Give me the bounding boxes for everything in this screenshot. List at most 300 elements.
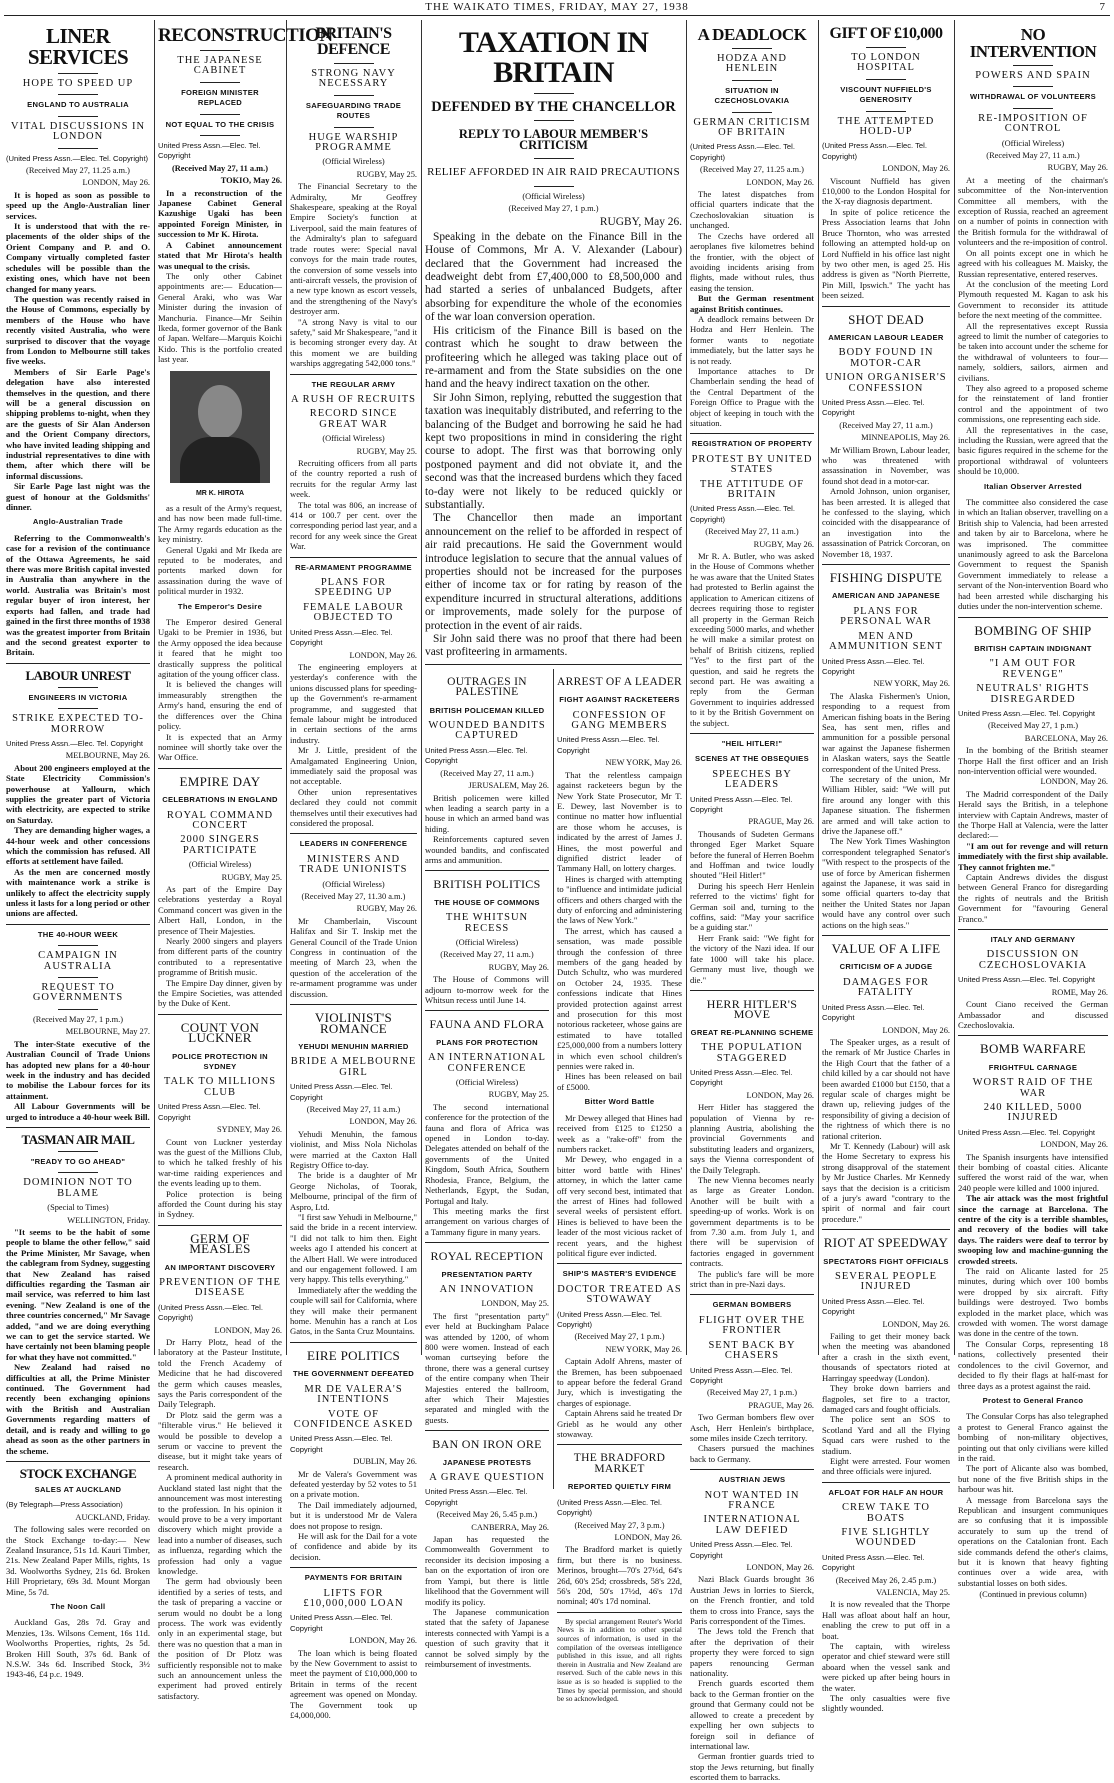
column-reconstruction: [158, 20, 333, 1701]
subhead: PROTEST BY UNITED STATES: [691, 453, 813, 476]
paragraph: His criticism of the Finance Bill is based on the contrast which he sought to draw between the profiteering which he alleged was taking place out of re-armament and from the State subsidies on the one hand and the heavy indirect taxation on the other.: [425, 324, 682, 391]
paragraph: The police sent an SOS to Scotland Yard and all the Flying Squad cars were rushed to the stadium.: [822, 1414, 950, 1456]
headline: GERM OF MEASLES: [189, 1230, 251, 1257]
paragraph: A message from Barcelona says the Republican and insurgent communiques are so confusing that it is impossible accurately to sum up the trend of operations on the Catalonian front. Each side commands defend the other's claims, but it is known that heavy fighting continues over a wide area, with substantial losses on both sides.: [958, 1494, 1108, 1588]
subhead: NEUTRALS' RIGHTS DISREGARDED: [976, 683, 1090, 705]
subhead: VISCOUNT NUFFIELD'S GENEROSITY: [840, 84, 932, 105]
paragraph: Members of Sir Earle Page's delegation have also interested themselves in the question, and there will be a general discussion on shipping problems to-night, when they are the guests of Sir Alan Anderson and the Orient Company directors, who have invited leading shipping and industrial representatives to dine with them, after which there will be informal discussions.: [6, 366, 150, 481]
paragraph: The secretary of the union, Mr William Hibler, said: "We will put fire around any longer with this Japanese situation. The fishermen are armed and will take action to drive the Japanese off.": [822, 773, 950, 836]
headline: GERMAN BOMBERS: [712, 1300, 792, 1310]
paragraph: The Spanish insurgents have intensified their bombing of coastal cities. Alicante suffered the worst raid of the war, when 240 people were killed and 1000 injured.: [958, 1151, 1108, 1193]
headline: TASMAN AIR MAIL: [21, 1131, 135, 1147]
received-line: (Received May 27, 1 p.m.): [987, 721, 1078, 731]
subcolumn-right: [557, 669, 682, 1704]
headline: STOCK EXCHANGE: [19, 1465, 137, 1481]
headline: EMPIRE DAY: [179, 773, 261, 789]
paragraph: Yehudi Menuhin, the famous violinist, and Miss Nola Nicholas were married at the Caxton Hall Registry Office to-day.: [290, 1128, 417, 1170]
paragraph: Thousands of Sudeten Germans thronged Eger Market Square before the funeral of Herren Boehm and Hoffman and twice loudly shouted "Heil Hitler!": [690, 828, 814, 881]
subhead: ENGLAND TO AUSTRALIA: [27, 100, 129, 110]
subhead: FEMALE LABOUR OBJECTED TO: [303, 601, 404, 624]
dateline: MINNEAPOLIS, May 26.: [861, 433, 950, 443]
paragraph: This meeting marks the first arrangement on various charges of a Tammany figure in many years.: [425, 1205, 549, 1237]
paragraph: New Zealand had raised no difficulties at all, the Prime Minister continued. The Government had recently been exchanging opinions with the British and Australian Governments regarding matters of detail, and is ready and willing to go ahead as soon as the other partners in the scheme.: [6, 1362, 150, 1456]
paragraph: A deadlock remains between Dr Hodza and Herr Henlein. The former wants to negotiate immediately, but the latter says he is not ready.: [690, 313, 814, 366]
subhead: SPECTATORS FIGHT OFFICIALS: [823, 1256, 949, 1266]
paragraph: The Alaska Fishermen's Union, responding to a request from American fishing boats in the Bering Sea, has sent men, rifles and ammunition for a possible personal war against the Japanese fishermen in Alaskan waters, says the Seattle correspondent of the United Press.: [822, 690, 950, 774]
received-line: (Received May 27, 1 p.m.): [508, 204, 599, 214]
subhead: AN IMPORTANT DISCOVERY: [164, 1262, 276, 1272]
paragraph: Recruiting officers from all parts of the country reported a rush of recruits for the regular Army last week.: [290, 458, 417, 500]
subhead: FLIGHT OVER THE FRONTIER: [698, 1314, 806, 1337]
credit-line: (United Press Assn.—Elec. Tel. Copyright): [557, 1497, 662, 1518]
subhead: HUGE WARSHIP PROGRAMME: [308, 131, 399, 154]
headline: COUNT VON LUCKNER: [180, 1019, 260, 1046]
paragraph: "I first saw Yehudi in Melbourne," said the bride in a recent interview. "I did not talk to him then. Eight weeks ago I attended his concert at the Albert Hall. We were introduced and our engagement followed. I am very happy. This tells everything.": [290, 1212, 417, 1285]
masthead-title: THE WAIKATO TIMES, FRIDAY, MAY 27, 1938: [425, 1, 689, 13]
dateline: ROME, May 26.: [1051, 987, 1108, 997]
dateline: LONDON, May 26.: [1040, 1140, 1108, 1150]
subhead: GERMAN CRITICISM OF BRITAIN: [693, 116, 811, 139]
credit-line: United Press Assn.—Elec. Tel. Copyright: [290, 1082, 393, 1102]
credit-line: United Press Assn.—Elec. Tel. Copyright: [290, 627, 393, 648]
subhead: A GRAVE QUESTION: [429, 1472, 545, 1484]
subhead: FOREIGN MINISTER REPLACED: [181, 87, 259, 108]
paragraph: Sir John Simon, replying, rebutted the suggestion that taxation was inequitably distributed, and referring to the balancing of the Budget and borrowing he said he had kept two propositions in mind in considering the right course to adopt. The first was that borrowing only postponed payment and did not obviate it, and the second was that the increased burdens which they faced to-day were not likely to be reduced quickly or substantially.: [425, 391, 682, 511]
received-line: (Received May 27, 11.25 a.m.): [26, 166, 130, 176]
headline: NO INTERVENTION: [969, 25, 1097, 61]
subhead: AN INTERNATIONAL CONFERENCE: [428, 1052, 546, 1074]
subhead: A RUSH OF RECRUITS: [290, 393, 417, 405]
dateline: PRAGUE, May 26.: [748, 817, 814, 827]
headline: VIOLINIST'S ROMANCE: [314, 1010, 393, 1036]
paragraph: The Consular Corps, representing 18 nations, collectively presented their condolences to the civil Governor, and decided to fly their flags at half-mast for three days as a protest against the raid.: [958, 1338, 1108, 1391]
paragraph: It is understood that with the re-placements of the older ships of the Orient Company and P. and O. Company virtually completed faster schedules will be possible than the existing ones, which have not been changed for many years.: [6, 221, 150, 294]
credit-line: United Press Assn.—Elec. Tel. Copyright: [822, 1552, 925, 1573]
credit-line: United Press Assn.—Elec. Tel. Copyright: [690, 794, 793, 814]
paragraph: "A strong Navy is vital to our safety," said Mr Shakespeare, "and it is becoming stronger every day. At this moment we are building warships aggregating 542,000 tons.": [290, 316, 417, 369]
subhead: CELEBRATIONS IN ENGLAND: [162, 795, 278, 805]
paragraph: Mr J. Little, president of the Amalgamated Engineering Union, immediately said the proposal was not acceptable.: [290, 745, 417, 787]
received-line: (Received May 27, 11.30 a.m.): [301, 892, 406, 902]
paragraph: At a meeting of the chairman's subcommittee of the Non-intervention Committee all members, with the exception of Russia, reached an agreement on a number of points in connection with the British formula for the withdrawal of volunteers and the re-imposition of control.: [958, 174, 1108, 248]
paragraph: The Bradford market is quietly firm, but there is no business. Merinos, brought—70's 27½d, 64's 26d, 60's 25d; crossbreds, 58's 22d, 56's 20d, 50's 17½d, 46's 17d nominal; 40's 17d nominal.: [557, 1544, 682, 1607]
subhead: BRITISH POLICEMAN KILLED: [429, 705, 545, 715]
dateline: VALENCIA, May 25.: [876, 1588, 950, 1597]
subhead: THE JAPANESE CABINET: [177, 55, 263, 77]
subhead: AMERICAN LABOUR LEADER: [828, 332, 944, 342]
credit-line: United Press Assn.—Elec. Tel. Copyright: [690, 1365, 793, 1385]
credit-line: (Official Wireless): [455, 937, 519, 947]
paragraph: The following sales were recorded on the Stock Exchange to-day:— New Zealand Insurance, 51s 1d. Kauri Timber, 21s. New Zealand Paper Mills, rights, 1s 3d. Woolworths Sydney, 21s 6d. Broken Hill Proprietary, 69s 3d. Mount Morgan Mine, 5s 7d.: [6, 1524, 150, 1597]
credit-line: United Press Assn.—Elec. Tel. Copyright: [958, 708, 1096, 718]
headline: BOMBING OF SHIP: [974, 622, 1092, 638]
paragraph: The engineering employers at yesterday's conference with the unions discussed plans for speeding-up the Government's re-armament programme, and suggested that female labour might be introduced in certain sections of the arms industry.: [290, 661, 417, 745]
paragraph: Immediately after the wedding the couple will sail for California, where they will make their permanent home. Menuhin has a ranch at Los Gatos, in the Santa Cruz Mountains.: [290, 1284, 417, 1337]
subhead: HOPE TO SPEED UP: [22, 78, 134, 89]
subhead: FIGHT AGAINST RACKETEERS: [559, 695, 680, 705]
received-line: (Received May 27, 11.25 a.m.): [700, 165, 804, 175]
paragraph: The Chancellor then made an important announcement on the relief to be afforded in respect of air raid precautions. He said the Government would introduce legislation to secure that the annual values of properties should not be increased for the purposes either of income tax or for rating by reason of the expenditure incurred in structural alterations, additions or improvements, made solely for the purpose of protection in the event of air raids.: [425, 512, 682, 632]
subhead: SALES AT AUCKLAND: [34, 1484, 122, 1494]
paragraph: The Consular Corps has also telegraphed a protest to General Franco against the bombing of non-military objectives, pointing out that only civilians were killed in the raid.: [958, 1411, 1108, 1463]
subhead: WOUNDED BANDITS CAPTURED: [428, 720, 546, 742]
received-line: (Received May 27, 11 a.m.): [839, 420, 933, 430]
subhead: MINISTERS AND TRADE UNIONISTS: [299, 853, 408, 876]
headline: PAYMENTS FOR BRITAIN: [304, 1573, 403, 1583]
credit-line: United Press Assn.—Elec. Tel. Copyright: [6, 738, 144, 748]
lead-headline: TAXATION IN BRITAIN: [458, 26, 649, 89]
paragraph: During his speech Herr Henlein referred to the victims' fight for German soil and, turning to the coffins, said: "May your sacrifice be a guiding star.": [690, 880, 814, 933]
paragraph: Herr Frank said: "We fight for the victory of the Nazi idea. If our fate 1000 will take his place. Germany must live, though we die.": [690, 932, 814, 985]
paragraph: That the relentless campaign against racketeers begun by the New York State Prosecutor, Mr T. E. Dewey, last November is to continue no matter how influential are those whom he accuses, is indicated by the arrest of James J. Hines, the most powerful and dignified district leader of Tammany Hall, on lottery charges.: [557, 769, 682, 874]
subhead: MR DE VALERA'S INTENTIONS: [304, 1383, 403, 1406]
dateline: LONDON, May 26.: [349, 650, 417, 660]
dateline: LONDON, May 26.: [746, 1563, 814, 1572]
credit-line: (United Press Assn.—Elec. Tel. Copyright): [690, 504, 795, 524]
dateline: LONDON, May 26.: [746, 177, 814, 187]
section-heading: Anglo-Australian Trade: [32, 517, 124, 527]
dateline: LONDON, May 26.: [349, 1636, 417, 1646]
received-line: (Received May 26, 2.45 p.m.): [835, 1575, 937, 1585]
paragraph: A prominent medical authority in Auckland stated last night that the announcement was most interesting to the profession. In his opinion it would prove to be a very important discovery which might provide a lead into a number of diseases, such as influenza, regarding which the profession had only a vague knowledge.: [158, 1472, 282, 1576]
subhead: SPEECHES BY LEADERS: [712, 768, 792, 791]
subhead: THE ATTEMPTED HOLD-UP: [837, 115, 935, 138]
dateline: LONDON, May 25.: [481, 1299, 549, 1309]
masthead: [0, 0, 1114, 14]
section-heading: Italian Observer Arrested: [984, 481, 1082, 491]
column-rule: [154, 20, 155, 1355]
paragraph: Japan has requested the Commonwealth Government to reconsider its decision imposing a ban on the exportation of iron ore from Yampi, but there is little likelihood that the Government will modify its policy.: [425, 1534, 549, 1607]
received-line: (Received May 27, 11 a.m.): [705, 527, 799, 537]
paragraph: It is now revealed that the Thorpe Hall was afloat about half an hour, enabling the crew to put off in a boat.: [822, 1599, 950, 1641]
sub-columns: [425, 669, 682, 1704]
subhead: CONFESSION OF GANG MEMBERS: [571, 709, 668, 732]
paragraph: Dr Harry Plotz, head of the laboratory at the Pasteur Institute, told the French Academy of Medicine that he had discovered the germ which causes measles, says the Paris correspondent of the Daily Telegraph.: [158, 1337, 282, 1410]
dateline: SYDNEY, May 26.: [217, 1125, 282, 1135]
paragraph: Mr Dewey, who engaged in a bitter word battle with Hines' attorney, in which the latter came off very second best, intimated that the arrest of Hines had followed several weeks of persistent effort. Hines is believed to have been the leader of the most vicious racket of recent years, and the highest political figure ever indicted.: [557, 1154, 682, 1258]
subhead: YEHUDI MENUHIN MARRIED: [298, 1041, 409, 1051]
paragraph: Sir John said there was no proof that there had been vast profiteering in armaments.: [425, 633, 682, 659]
paragraph: British policemen were killed when leading a search party in a house in which an armed band was hiding.: [425, 792, 549, 834]
subhead: WORST RAID OF THE WAR: [972, 1077, 1094, 1099]
dateline: AUCKLAND, Friday.: [75, 1512, 150, 1522]
credit-line: (Official Wireless): [322, 879, 385, 889]
headline: THE 40-HOUR WEEK: [37, 929, 119, 939]
subhead: THE POPULATION STAGGERED: [701, 1042, 803, 1064]
subhead: HODZA AND HENLEIN: [717, 53, 787, 75]
paragraph: Count von Luckner yesterday was the guest of the Millions Club, to which he talked freshly of his war-time raiding experiences and the events leading up to them.: [158, 1136, 282, 1189]
paragraph: Viscount Nuffield has given £10,000 to the London Hospital for the X-ray diagnosis department.: [822, 175, 950, 207]
received-line: (Received May 27, 1 p.m.): [574, 1332, 665, 1342]
received-line: (Received May 27, 3 p.m.): [574, 1520, 665, 1530]
paragraph: Police protection is being afforded the Count during his stay in Sydney.: [158, 1188, 282, 1220]
paragraph: Captain Adolf Ahrens, master of the Bremen, has been subpoenaed to appear before the federal Grand Jury, which is investigating the charges of espionage.: [557, 1356, 682, 1408]
subhead: THE GOVERNMENT DEFEATED: [292, 1369, 415, 1379]
paragraph: Speaking in the debate on the Finance Bill in the House of Commons, Mr A. V. Alexander (Labour) declared that the Government had increased the deadweight debt from £7,400,000 to £8,500,000 and had started a series of unbalanced Budgets, after absorbing for expenditure the whole of the economies of the war loan conversion operation.: [425, 230, 682, 324]
dateline: TOKIO, May 26.: [220, 176, 282, 186]
paragraph: Two German bombers flew over Asch, Herr Henlein's birthplace, some miles inside Czech territory.: [690, 1412, 814, 1443]
paragraph: The Financial Secretary to the Admiralty, Mr Geoffrey Shakespeare, speaking at the Royal Empire Society's function at Liverpool, said the main features of the Admiralty's plan to safeguard trade routes were: Special naval convoys for the main trade routes, the conversion of some vessels into anti-aircraft vessels, the provision of a new type known as escort vessels, and the strengthening of the Navy's destroyer arm.: [290, 181, 417, 317]
paragraph: The inter-State executive of the Australian Council of Trade Unions has adopted new plans for a 40-hour week in the industry and has decided to mobilise the Labour forces for its attainment.: [6, 1038, 150, 1101]
paragraph: "I am out for revenge and will return immediately with the first ship available. They cannot frighten me.": [958, 840, 1108, 872]
paragraph: It is expected that an Army nominee will shortly take over the War Office.: [158, 731, 282, 763]
paragraph: Mr de Valera's Government was defeated yesterday by 52 votes to 51 on a private motion.: [290, 1468, 417, 1500]
subhead: THE ATTITUDE OF BRITAIN: [699, 478, 805, 501]
column-rule: [818, 20, 819, 1355]
subhead: AN INNOVATION: [439, 1283, 535, 1295]
paragraph: Nearly 2000 singers and players from different parts of the country contributed to a representative programme of British music.: [158, 936, 282, 978]
subhead: CRITICISM OF A JUDGE: [839, 962, 933, 972]
headline: "HEIL HITLER!": [721, 738, 783, 748]
subhead: ROYAL COMMAND CONCERT: [166, 809, 274, 831]
received-line: (Received May 27, 11 a.m.): [440, 950, 534, 960]
paragraph: The Madrid correspondent of the Daily Herald says the British, in a telephone interview with Captain Andrews, master of the Thorpe Hall at Valencia, were the latter declared:—: [958, 788, 1108, 841]
paragraph: The bride is a daughter of Mr George Nicholas, of Toorak, Melbourne, principal of the firm of Aspro, Ltd.: [290, 1170, 417, 1212]
headline: RE-ARMAMENT PROGRAMME: [295, 562, 412, 572]
headline: LEADERS IN CONFERENCE: [299, 839, 408, 849]
paragraph: Failing to get their money back when the meeting was abandoned after a crash in the sixth event, thousands of spectators rioted at Harringay speedway (London).: [822, 1331, 950, 1383]
headline: SHOT DEAD: [848, 311, 924, 327]
paragraph: In spite of police reticence the Press Association learns that John Bruce Thornton, who was arrested following an attempted hold-up on Lord Nuffield in his office last night by two other men, is aged 25. His address is given as "North Pierrette, Pin Mill, Ipswich." The yacht has been seized.: [822, 206, 950, 301]
headline: EIRE POLITICS: [306, 1347, 401, 1363]
headline: RECONSTRUCTION: [158, 25, 333, 46]
paragraph: Mr R. A. Butler, who was asked in the House of Commons whether he was aware that the United States had protested to Berlin against the application to American citizens of decrees requiring those to register all property in the German Reich exceeding 5000 marks, and whether he will make a similar protest on behalf of British citizens, replied "Yes" to the first part of the question, and said he regrets the second part. He was awaiting a reply from the German Government to inquiries addressed to it by the British Government on the subject.: [690, 551, 814, 728]
paragraph: The raid on Alicante lasted for 25 minutes, during which over 100 bombs were dropped by six aircraft. Fifty buildings were destroyed. Two bombs exploded in the market place, which was crowded with women. The worst damage was done in the centre of the town.: [958, 1266, 1108, 1339]
section-heading: Bitter Word Battle: [584, 1097, 655, 1107]
page-number: 7: [1099, 1, 1106, 13]
credit-line: United Press Assn.—Elec. Tel. Copyright: [425, 745, 528, 766]
dateline: LONDON, May 26.: [746, 1090, 814, 1100]
subhead: DOMINION NOT TO BLAME: [23, 1177, 133, 1199]
dateline: RUGBY, May 25.: [221, 872, 282, 882]
paragraph: The Dail immediately adjourned, but it is understood Mr de Valera does not propose to resign.: [290, 1499, 417, 1531]
subhead: NOT WANTED IN FRANCE: [704, 1489, 800, 1511]
subhead: CREW TAKE TO BOATS: [842, 1502, 930, 1524]
paragraph: as a result of the Army's request, and has now been made full-time. The Army regards education as the key ministry.: [158, 502, 282, 545]
headline: BOMB WARFARE: [979, 1041, 1087, 1057]
headline: AUSTRIAN JEWS: [718, 1475, 786, 1485]
paragraph: In a reconstruction of the Japanese Cabinet General Kazushige Ugaki has been appointed Foreign Minister, in succession to Mr K. Hirota.: [158, 187, 282, 240]
headline: RIOT AT SPEEDWAY: [823, 1235, 949, 1251]
credit-line: (Official Wireless): [1001, 138, 1065, 148]
headline: GIFT OF £10,000: [829, 25, 943, 42]
dateline: PRAGUE, May 26.: [748, 1400, 814, 1410]
headline: THE REGULAR ARMY: [311, 379, 396, 389]
subhead: REPLY TO LABOUR MEMBER'S CRITICISM: [458, 127, 649, 152]
credit-line: United Press Assn.—Elec. Tel. Copyright: [822, 397, 925, 418]
paragraph: The only casualties were five slightly wounded.: [822, 1693, 950, 1714]
paragraph: The only other Cabinet appointments are:— Education—General Araki, who was War Minister during the invasion of Manchuria. Finance—Mr Seihin Ikeda, former governor of the Bank of Japan. Welfare—Marquis Koichi Kido. This is the portfolio created last year.: [158, 270, 282, 365]
paragraph: The arrest, which has caused a sensation, was made possible through the confession of three members of the gang headed by Dutch Schultz, who was murdered on October 24, 1935. These confessions indicate that Hines provided protection against arrest and prosecution for this most notorious racketeer, whose gains are estimated to have totalled £25,000,000 from a numbers lottery in which even school children's pennies were raked in.: [557, 925, 682, 1072]
column-rule: [553, 669, 554, 1489]
subhead: FIVE SLIGHTLY WOUNDED: [841, 1526, 931, 1549]
received-line: (Received May 27, 1 p.m.): [32, 1014, 123, 1024]
paragraph: The total was 806, an increase of 414 or 100.7 per cent. over the corresponding period last year, and a record for any week since the Great War.: [290, 499, 417, 552]
paragraph: The captain, with wireless operator and chief steward were still aboard when the vessel sank and were picked up after being hours in the water.: [822, 1641, 950, 1693]
headline: AFLOAT FOR HALF AN HOUR: [828, 1487, 944, 1497]
paragraph: Count Ciano received the German Ambassador and discussed Czechoslovakia.: [958, 999, 1108, 1030]
column-no-intervention: [958, 20, 1108, 1600]
subhead: LIFTS FOR £10,000,000 LOAN: [303, 1587, 404, 1609]
dateline: LONDON, May 26.: [614, 1532, 682, 1542]
subhead: SENT BACK BY CHASERS: [708, 1339, 796, 1362]
column-a-deadlock: [690, 20, 814, 1783]
paragraph: The air attack was the most frightful since the carnage at Barcelona. The centre of the city is a terrible shambles, and recovery of the bodies will take days. The raiders were deaf to terror by swooping low and machine-gunning the crowded streets.: [958, 1193, 1108, 1266]
paragraph: As part of the Empire Day celebrations yesterday a Royal Command concert was given in the Albert Hall, London, in the presence of Their Majesties.: [158, 883, 282, 936]
subhead: DISCUSSION ON CZECHOSLOVAKIA: [978, 949, 1088, 971]
dateline: MELBOURNE, May 27.: [65, 1027, 150, 1037]
paragraph: A Cabinet announcement stated that Mr Hirota's health was unequal to the crisis.: [158, 239, 282, 271]
credit-line: United Press Assn.—Elec. Tel. Copyright: [290, 1613, 393, 1633]
column-rule: [686, 20, 687, 1355]
column-taxation-in-britain: [425, 20, 682, 1704]
credit-line: United Press Assn.—Elec. Tel. Copyright: [822, 1002, 925, 1023]
column-rule: [954, 20, 955, 1355]
paragraph: Mr Chamberlain, Viscount Halifax and Sir T. Inskip met the General Council of the Trade Union Congress in continuation of the meeting of March 23, when the question of the acceleration of the re-armament programme was under discussion.: [290, 915, 417, 999]
headline: LABOUR UNREST: [25, 667, 131, 683]
paragraph: As the men are concerned mostly with maintenance work a strike is unlikely to affect the electricity supply unless it lasts for a long period or other unions are affected.: [6, 866, 150, 919]
subhead: DOCTOR TREATED AS STOWAWAY: [557, 1283, 682, 1306]
paragraph: The new Vienna becomes nearly as large as Greater London. Another will be built with a speeding-up of works. Work is on government departments is to be from 7.30 a.m. from July 1, and there will be supervision of factories engaged in government contracts.: [690, 1175, 814, 1269]
paragraph: The New York Times Washington correspondent telegraphed Senator's "With respect to the prospects of the use of force by American fishermen against the Japanese, it was said in some official quarters to-day that neither the United States nor Japan would have any control over such actions on the high seas.": [822, 836, 950, 930]
headline: OUTRAGES IN PALESTINE: [447, 675, 527, 699]
column-britains-defence: [290, 20, 417, 1721]
paragraph: The Jews told the French that after the deprivation of their property they were forced to sign papers renouncing German nationality.: [690, 1626, 814, 1679]
paragraph: Mr William Brown, Labour leader, who was threatened with assassination in November, was found shot dead in a motor-car.: [822, 444, 950, 486]
received-line: (Received May 27, 11 a.m.): [440, 768, 534, 778]
dateline: LONDON, May 26.: [82, 178, 150, 188]
dateline: LONDON, May 26.: [349, 1117, 417, 1127]
dateline: RUGBY, May 26.: [753, 539, 814, 549]
dateline: LONDON, May 26.: [214, 1325, 282, 1335]
paragraph: Nazi Black Guards brought 36 Austrian Jews in lorries to Sierck, on the French frontier, and told them to cross into France, says the Paris correspondent of the Times.: [690, 1574, 814, 1627]
subhead: DAMAGES FOR FATALITY: [843, 976, 929, 999]
subhead: SCENES AT THE OBSEQUIES: [694, 754, 810, 764]
paragraph: All the representatives except Russia agreed to limit the number of categories to be taken into account under the scheme for the withdrawal of volunteers to four—namely, soldiers, sailors, airmen and civilians.: [958, 320, 1108, 383]
subhead: THE HOUSE OF COMMONS: [434, 897, 540, 907]
headline: FISHING DISPUTE: [829, 570, 943, 586]
received-line: (Received May 27, 11 a.m.): [986, 151, 1080, 161]
paragraph: All the representatives in the case, including the Russian, were agreed that the basic figures required in the scheme for the proportional withdrawal of volunteers should be 10,000.: [958, 424, 1108, 477]
subhead: WITHDRAWAL OF VOLUNTEERS: [969, 92, 1097, 102]
paragraph: The port of Alicante also was bombed, but none of the five British ships in the harbour was hit.: [958, 1463, 1108, 1495]
subhead: SEVERAL PEOPLE INJURED: [835, 1271, 937, 1293]
headline: LINER SERVICES: [27, 24, 129, 69]
paragraph: The committee also considered the case in which an Italian observer, travelling on a British ship to Valencia, had been arrested and taken by air to Barcelona, where he was imprisoned. The committee unanimously agreed to ask the Barcelona Government to request the Spanish Government immediately to release a servant of the Non-intervention Board who had been arrested while discharging his duties under the non-intervention scheme.: [958, 497, 1108, 612]
headline: BRITISH POLITICS: [433, 877, 541, 892]
dateline: LONDON, May 26.: [882, 164, 950, 174]
subhead: MEN AND AMMUNITION SENT: [829, 630, 943, 653]
paragraph: The Empire Day dinner, given by the Empire Societies, was attended by the Duke of Kent.: [158, 977, 282, 1009]
dateline: CANBERRA, May 26.: [471, 1522, 549, 1532]
subhead: DEFENDED BY THE CHANCELLOR: [431, 99, 676, 115]
dateline: RUGBY, May 25.: [356, 446, 417, 456]
paragraph: On all points except one in which he agreed with his colleagues M. Maisky, the Russian representative, entered reserves.: [958, 247, 1108, 279]
paragraph: The Speaker urges, as a result of the remark of Mr Justice Charles in the High Court that the father of a child killed by a car should not have been awarded £1000 but £150, that a regular scale of charges might be drawn up, relieving judges of the responsibility of giving a decision of the rightness of which there is no rational criterion.: [822, 1036, 950, 1141]
subhead: "READY TO GO AHEAD": [30, 1156, 126, 1166]
paragraph: The germ had obviously been identified by a series of tests, and the task of preparing a vaccine or serum would no doubt be a long process. The work was evidently only in an experimental stage, but there was no question that a man in the position of Dr Plotz was sufficiently responsible not to make such an announcement unless the experiment had proved entirely satisfactory.: [158, 1576, 282, 1701]
received-line: (Received May 26, 5.45 p.m.): [436, 1510, 538, 1520]
column-rule: [421, 20, 422, 1355]
subhead: JAPANESE PROTESTS: [442, 1457, 532, 1467]
paragraph: Mr T. Kennedy (Labour) will ask the Home Secretary to express his strong disapproval of the statement by Mr Justice Charles. Mr Kennedy says that the decision is a criticism of a jury's award "contrary to the spirit of normal and fair court procedure.": [822, 1140, 950, 1224]
subhead: BRITISH CAPTAIN INDIGNANT: [974, 643, 1092, 653]
paragraph: All Labour Governments will be urged to introduce a 40-hour week Bill.: [6, 1101, 150, 1122]
subhead: FRIGHTFUL CARNAGE: [988, 1062, 1078, 1072]
credit-line: (Official Wireless): [322, 157, 385, 167]
dateline: JERUSALEM, May 26.: [468, 781, 549, 791]
subhead: "I AM OUT FOR REVENGE": [989, 658, 1077, 680]
subhead: CAMPAIGN IN AUSTRALIA: [38, 950, 118, 972]
paragraph: About 200 engineers employed at the State Electricity Commission's powerhouse at Yallourn, which supplies the greater part of Victoria with electricity, are expected to strike on Saturday.: [6, 762, 150, 825]
subhead: 240 KILLED, 5000 INJURED: [983, 1101, 1083, 1124]
dateline: DUBLIN, May 26.: [353, 1457, 417, 1467]
dateline: MELBOURNE, May 26.: [65, 751, 150, 761]
paragraph: Dr Plotz said the germ was a "filterable virus." He believed it would be possible to develop a serum or vaccine to prevent the disease, but it might take years of research.: [158, 1409, 282, 1472]
paragraph: But the German resentment against British continues.: [690, 293, 814, 314]
credit-line: (United Press Assn.—Elec. Tel. Copyright): [158, 1302, 263, 1323]
received-line: (Received May 27, 1 p.m.): [706, 1388, 797, 1398]
paragraph: Sir Earle Page last night was the guest of honour at the Goldsmiths' dinner.: [6, 481, 150, 513]
subhead: AMERICAN AND JAPANESE: [832, 591, 940, 601]
dateline: RUGBY, May 25.: [488, 1090, 549, 1100]
headline: HERR HITLER'S MOVE: [706, 996, 798, 1022]
paragraph: They also agreed to a proposed scheme for the reinstatement of land frontier control and the appointment of two commissions, one representing each side.: [958, 382, 1108, 425]
dateline: NEW YORK, May 26.: [605, 758, 682, 768]
dateline: RUGBY, May 26.: [599, 216, 682, 229]
subhead: POWERS AND SPAIN: [975, 70, 1091, 81]
subhead: VITAL DISCUSSIONS IN LONDON: [10, 120, 146, 143]
credit-line: United Press Assn.—Elec. Tel. Copyright: [958, 1127, 1096, 1137]
credit-line: (United Press Assn.—Elec. Tel. Copyright): [557, 1309, 662, 1329]
dateline: LONDON, May 26.: [882, 1319, 950, 1329]
dateline: LONDON, May 26.: [1040, 777, 1108, 787]
credit-line: United Press Assn.—Elec. Tel. Copyright: [690, 1540, 793, 1560]
paragraph: Auckland Gas, 28s 7d. Gray and Menzies, 13s. Wilsons Cement, 16s 11d. Woolworths Properties, rights, 2s 5d. Broken Hill South, 37s 6d. Bank of N.S.W. 34s 6d. Inscribed Stock, 3½ 1943-46, £4 p.c. 1949.: [6, 1617, 150, 1680]
credit-line: (United Press Assn.—Elec. Tel. Copyright): [690, 142, 795, 162]
dateline: WELLINGTON, Friday.: [67, 1215, 150, 1225]
portrait-photo: [170, 371, 270, 483]
subhead: UNION ORGANISER'S CONFESSION: [825, 372, 947, 394]
paragraph: It is believed the changes will immeasurably strengthen the Army's hand, ensuring the end of the differences over the China policy.: [158, 679, 282, 732]
subhead: 2000 SINGERS PARTICIPATE: [180, 834, 260, 856]
paragraph: At the conclusion of the meeting Lord Plymouth requested M. Kagan to ask his Government to reconsider its attitude before the next meeting of the committee.: [958, 278, 1108, 321]
subhead: BODY FOUND IN MOTOR-CAR: [838, 347, 934, 369]
received-line: (Received May 27, 11 a.m.): [306, 1104, 401, 1114]
credit-line: United Press Assn.—Elec. Tel. Copyright: [425, 1487, 528, 1507]
paragraph: Hines is charged with attempting to "influence and intimidate judicial officers and others charged with the duty of enforcing and administering the laws of New York.": [557, 873, 682, 926]
paragraph: The loan which is being floated by the New Government to assist to meet the payment of £10,000,000 to Britain in terms of the recent agreement was opened on Monday. The Government took up £4,000,000.: [290, 1647, 417, 1721]
subhead: STRONG NAVY NECESSARY: [311, 68, 396, 90]
subhead: VOTE OF CONFIDENCE ASKED: [293, 1408, 414, 1430]
section-heading: The Emperor's Desire: [177, 601, 263, 611]
subhead: PREVENTION OF THE DISEASE: [159, 1276, 281, 1299]
dateline: RUGBY, May 25.: [356, 169, 417, 179]
paragraph: Mr Dewey alleged that Hines had received from £125 to £1250 a week as a "rake-off" from the numbers racket.: [557, 1112, 682, 1154]
paragraph: They are demanding higher wages, a 44-hour week and other concessions which the commission has refused. All efforts at settlement have failed.: [6, 825, 150, 867]
credit-line: (Official Wireless): [188, 860, 252, 870]
paragraph: The public's fare will be more strict than in pre-Nazi days.: [690, 1268, 814, 1290]
section-heading: The Noon Call: [50, 1601, 106, 1611]
paragraph: Other union representatives declared they could not commit themselves until their executives had considered the proposal.: [290, 786, 417, 828]
credit-line: United Press Assn.—Elec. Tel. Copyright: [822, 1296, 925, 1317]
paragraph: The latest dispatches from official quarters indicate that the Czechoslovakian situation is unchanged.: [690, 189, 814, 231]
paragraph: German frontier guards tried to stop the Jews returning, but finally escorted them to barracks.: [690, 1751, 814, 1783]
subhead: NOT EQUAL TO THE CRISIS: [165, 119, 275, 129]
paragraph: The first "presentation party" ever held at Buckingham Palace was attended by 1200, of whom 800 were women. Instead of each woman curtseying before the throne, there was a general curtsey of the entire company when Their Majesties entered the ballroom, after which Their Majesties separated and mingled with the guests.: [425, 1310, 549, 1425]
paragraph: Chasers pursued the machines back to Germany.: [690, 1443, 814, 1464]
paragraph: Eight were arrested. Four women and three officials were injured.: [822, 1455, 950, 1477]
